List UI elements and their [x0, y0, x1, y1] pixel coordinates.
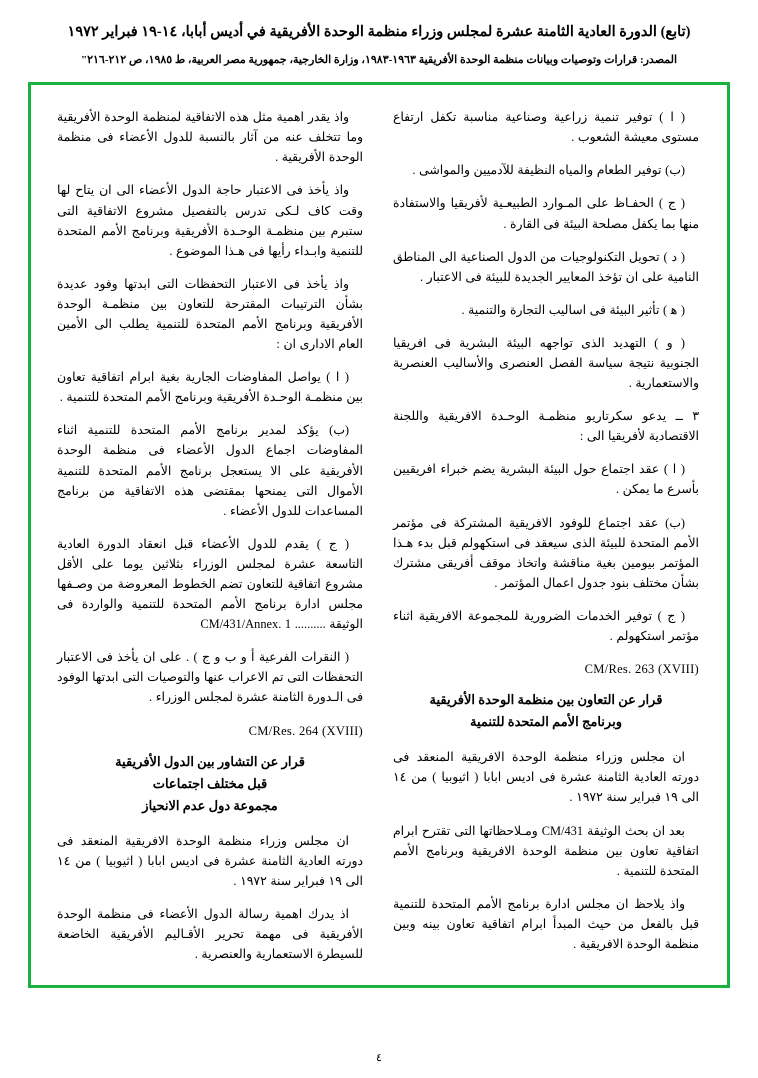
paragraph: ( ا ) يواصل المفاوضات الجارية بغية ابرام اتفاقية تعاون بين منظمـة الوحـدة الأفريقية وبرنامج الأمم المتحدة للتنمية .: [57, 370, 363, 405]
paragraph: ان مجلس وزراء منظمة الوحدة الافريقية المنعقد فى دورته العادية الثامنة عشرة فى اديس ابابا ( اثيوبيا ) من ١٤ الى ١٩ فبراير سنة ١٩٧٢ .: [57, 833, 363, 889]
resolution-title: [393, 689, 699, 733]
paragraph: ( ﻫ ) تأثير البيئة فى اساليب التجارة والتنمية .: [461, 302, 685, 317]
left-column: [51, 107, 379, 973]
paragraph: (ب) توفير الطعام والمياه النظيفة للآدميين والمواشى .: [412, 163, 685, 178]
paragraph: واذ يلاحظ ان مجلس ادارة برنامج الأمم المتحدة للتنمية قبل بالفعل من حيث المبدأ ابرام اتفاقية تعاون بينه وبين منظمة الوحدة الافريقية .: [393, 896, 699, 952]
paragraph: اذ يدرك اهمية رسالة الدول الأعضاء فى منظمة الوحدة الأفريقية فى مهمة تحرير الأقـاليم الأفريقية الخاضعة للسيطرة الاستعمارية والعنصرية .: [57, 907, 363, 962]
resolution-title: [57, 751, 363, 817]
resolution-title-line: قرار عن التشاور بين الدول الأفريقية: [115, 753, 305, 769]
page-title: (تابع) الدورة العادية الثامنة عشرة لمجلس وزراء منظمة الوحدة الأفريقية في أديس أبابا، ١٤-١٩ فبراير ١٩٧٢: [67, 24, 691, 40]
paragraph: ( د ) تحويل التكنولوجيات من الدول الصناعية الى المناطق النامية على ان تؤخذ المعايير الجديدة للبيئة فى الاعتبار .: [393, 249, 699, 284]
paragraph: واذ يقدر اهمية مثل هذه الاتفاقية لمنظمة الوحدة الأفريقية وما تتخلف عنه من آثار بالنسبة للدول الأعضاء فى منظمة الوحدة الأفريقية .: [57, 110, 363, 165]
page-header: [28, 22, 730, 68]
paragraph: ( النقرات الفرعية أ و ب و ج ) . على ان يأخذ فى الاعتبار التحفظات التى تم الاعراب عنها والتوصيات التى ابدتها الوفود فى الـدورة الثامنة عشرة لمجلس الوزراء .: [57, 650, 363, 705]
resolution-id: CM/Res. 263 (XVIII): [584, 662, 699, 677]
resolution-title-line: قبل مختلف اجتماعات: [152, 775, 268, 791]
paragraph: واذ يأخذ فى الاعتبار حاجة الدول الأعضاء الى ان يتاح لها وقت كاف لـكى تدرس بالتفصيل مشروع الاتفاقية التى ستبرم بين منظمـة الوحـدة الأفريقية وبرنامج الأمم المتحدة للتنمية وابـداء رأيها فى هـذا الموضوع .: [57, 183, 363, 258]
paragraph: ( ج ) يقدم للدول الأعضاء قبل انعقاد الدورة العادية التاسعة عشرة لمجلس الوزراء بثلاثين يوما على الأقل مشروع اتفاقية للتعاون تضم الخطوط المعروضة من وصـفها مجلس ادارة برنامج الأمم المتحدة للتنمية والواردة فى الوثيقة .......... CM/431/Annex. 1: [57, 536, 363, 632]
page-number: ٤: [376, 1052, 382, 1064]
paragraph: (ب) يؤكد لمدير برنامج الأمم المتحدة للتنمية اثناء المفاوضات اجماع الدول الأعضاء فى منظمة الوحدة الأفريقية على الا يستعجل برنامج الأمم المتحدة للتنمية الأموال التى يمنحها بمقتضى هذه الاتفاقية من برنامج المساعدات للدول الأعضاء .: [57, 423, 363, 518]
resolution-title-line: وبرنامج الأمم المتحدة للتنمية: [470, 714, 622, 730]
paragraph: (ب) عقد اجتماع للوفود الافريقية المشتركة فى مؤتمر الأمم المتحدة للبيئة الذى سيعقد فى استكهولم قبل بدء هـذا المؤتمر بيومين بغية مناقشة واتخاذ موقف أفريقى مشترك بشأن مختلف بنود جدول اعمال المؤتمر .: [393, 515, 699, 590]
content-frame: [28, 82, 730, 988]
paragraph: واذ يأخذ فى الاعتبار التحفظات التى ابدتها وفود عديدة بشأن الترتيبات المقترحة للتعاون بين منظمـة الوحدة الأفريقية وبرنامج الأمم المتحدة للتنمية يطلب الى الأمين العام الادارى ان :: [57, 276, 363, 352]
paragraph: بعد ان بحث الوثيقة CM/431 ومـلاحظاتها التى تقترح ابرام اتفاقية تعاون بين منظمة الوحدة الافريقية وبرنامج الأمم المتحدة للتنمية .: [393, 823, 699, 878]
paragraph: ( ج ) الحفـاظ على المـوارد الطبيعـية لأفريقيا والاستفادة منها بما يكفل مصلحة البيئة فى القارة .: [393, 196, 699, 231]
resolution-id: CM/Res. 264 (XVIII): [248, 723, 363, 738]
paragraph: ( ج ) توفير الخدمات الضرورية للمجموعة الافريقية اثناء مؤتمر استكهولم .: [393, 608, 699, 644]
paragraph: ( ا ) توفير تنمية زراعية وصناعية مناسبة تكفل ارتفاع مستوى معيشة الشعوب .: [393, 110, 699, 145]
two-column-layout: [51, 107, 707, 973]
source-line: المصدر: قرارات وتوصيات وبيانات منظمة الوحدة الأفريقية ١٩٦٣-١٩٨٣، وزارة الخارجية، جمهورية مصر العربية، ط ١٩٨٥، ص ٢١٢-٢١٦": [80, 53, 678, 66]
paragraph: ٣ ــ يدعو سكرتاريو منظمـة الوحـدة الافريقية واللجنة الاقتصادية لأفريقيا الى :: [393, 409, 699, 444]
resolution-title-line: قرار عن التعاون بين منظمة الوحدة الأفريقية: [429, 692, 663, 708]
right-column: [379, 107, 707, 973]
paragraph: ان مجلس وزراء منظمة الوحدة الافريقية المنعقد فى دورته العادية الثامنة عشرة فى اديس ابابا ( اثيوبيا ) من ١٤ الى ١٩ فبراير سنة ١٩٧٢ .: [393, 750, 699, 805]
resolution-title-line: مجموعة دول عدم الانحياز: [142, 797, 278, 813]
paragraph: ( ا ) عقد اجتماع حول البيئة البشرية يضم خبراء افريقيين بأسرع ما يمكن .: [393, 462, 699, 497]
paragraph: ( و ) التهديد الذى تواجهه البيئة البشرية فى افريقيا الجنوبية نتيجة سياسة الفصل العنصرى والأساليب العنصرية والاستعمارية .: [393, 335, 699, 391]
